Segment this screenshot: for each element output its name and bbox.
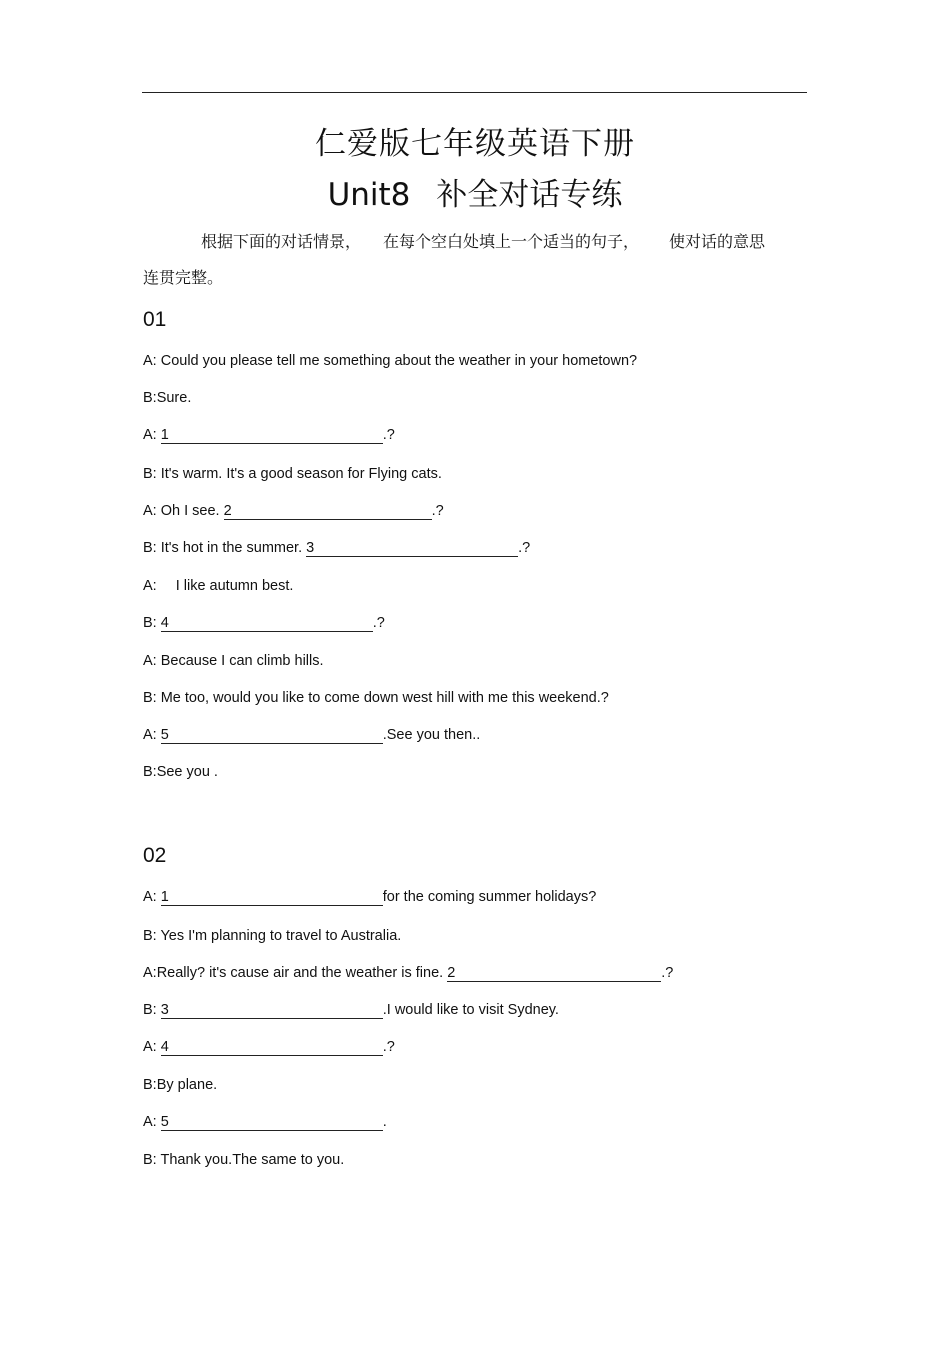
line-text: .? (518, 540, 531, 556)
blank-number: 3 (160, 1002, 169, 1018)
dialogue-line (143, 1075, 217, 1095)
line-text: .I would like to visit Sydney. (382, 1002, 559, 1018)
dialogue-line (143, 538, 530, 558)
line-text: .? (382, 1039, 395, 1055)
line-text: A:Really? it's cause air and the weather is fine. (143, 965, 448, 981)
dialogue-line (143, 576, 293, 596)
dialogue-line (143, 613, 385, 633)
page-title: 仁爱版七年级英语下册 (315, 126, 635, 162)
line-text: B: (143, 615, 161, 631)
line-text: B: (143, 1002, 161, 1018)
subtitle-unit: Unit8 (327, 177, 411, 213)
answer-blank[interactable] (161, 727, 383, 744)
header-rule (142, 92, 807, 93)
blank-number: 1 (160, 889, 169, 905)
dialogue-line (143, 388, 191, 408)
dialogue-line (143, 1037, 395, 1057)
line-text: A: (143, 427, 161, 443)
instruction-part-b: 在每个空白处填上一个适当的句子， (383, 232, 640, 251)
section-number: 02 (143, 844, 167, 867)
blank-number: 5 (160, 1114, 169, 1130)
dialogue-line (143, 1112, 387, 1132)
instruction-part-d: 连贯完整。 (143, 268, 224, 287)
dialogue-line (143, 963, 673, 983)
dialogue-line (143, 688, 609, 708)
answer-blank[interactable] (447, 965, 661, 982)
line-text: A: Because I can climb hills. (143, 653, 324, 669)
line-text: for the coming summer holidays? (382, 889, 597, 905)
line-text: .? (431, 503, 444, 519)
answer-blank[interactable] (161, 1039, 383, 1056)
blank-number: 3 (306, 540, 315, 556)
dialogue-line (143, 425, 395, 445)
line-text: A: (143, 578, 157, 594)
line-text: B:Sure. (143, 390, 192, 406)
blank-number: 1 (160, 427, 169, 443)
blank-number: 5 (160, 727, 169, 743)
line-text: B: It's warm. It's a good season for Flying cats. (143, 466, 442, 482)
dialogue-line (143, 725, 480, 745)
blank-number: 2 (447, 965, 456, 981)
answer-blank[interactable] (161, 1002, 383, 1019)
dialogue-line (143, 351, 637, 371)
dialogue-line (143, 464, 442, 484)
line-text: .? (372, 615, 385, 631)
instruction-part-a: 根据下面的对话情景， (201, 232, 362, 251)
line-text: .? (382, 427, 395, 443)
line-text: B: Yes I'm planning to travel to Australia. (143, 928, 402, 944)
instruction-part-c: 使对话的意思 (669, 232, 766, 251)
line-text: I like autumn best. (175, 578, 294, 594)
page-subtitle (0, 173, 950, 217)
blank-number: 4 (160, 615, 169, 631)
line-text: . (382, 1114, 387, 1130)
subtitle-topic: 补全对话专练 (436, 177, 623, 213)
answer-blank[interactable] (161, 615, 373, 632)
dialogue-line (143, 651, 324, 671)
dialogue-line (143, 1150, 344, 1170)
line-text: A: (143, 1114, 161, 1130)
answer-blank[interactable] (161, 427, 383, 444)
line-text: A: (143, 889, 161, 905)
answer-blank[interactable] (306, 540, 518, 557)
answer-blank[interactable] (161, 889, 383, 906)
line-text: A: (143, 1039, 161, 1055)
dialogue-line (143, 762, 218, 782)
dialogue-line (143, 926, 401, 946)
line-text: B:See you . (143, 764, 218, 780)
line-text: B: Me too, would you like to come down west hill with me this weekend.? (143, 690, 609, 706)
line-text: A: (143, 727, 161, 743)
section-number: 01 (143, 308, 167, 331)
line-text: .See you then.. (382, 727, 481, 743)
blank-number: 2 (223, 503, 232, 519)
dialogue-line (143, 887, 596, 907)
line-text: A: Could you please tell me something about the weather in your hometown? (143, 353, 638, 369)
line-text: A: Oh I see. (143, 503, 224, 519)
answer-blank[interactable] (224, 503, 432, 520)
line-text: B:By plane. (143, 1077, 218, 1093)
line-text: B: Thank you.The same to you. (143, 1152, 345, 1168)
instructions (143, 224, 807, 296)
blank-number: 4 (160, 1039, 169, 1055)
line-text: .? (661, 965, 674, 981)
line-text: B: It's hot in the summer. (143, 540, 307, 556)
dialogue-line (143, 501, 444, 521)
dialogue-line (143, 1000, 559, 1020)
answer-blank[interactable] (161, 1114, 383, 1131)
